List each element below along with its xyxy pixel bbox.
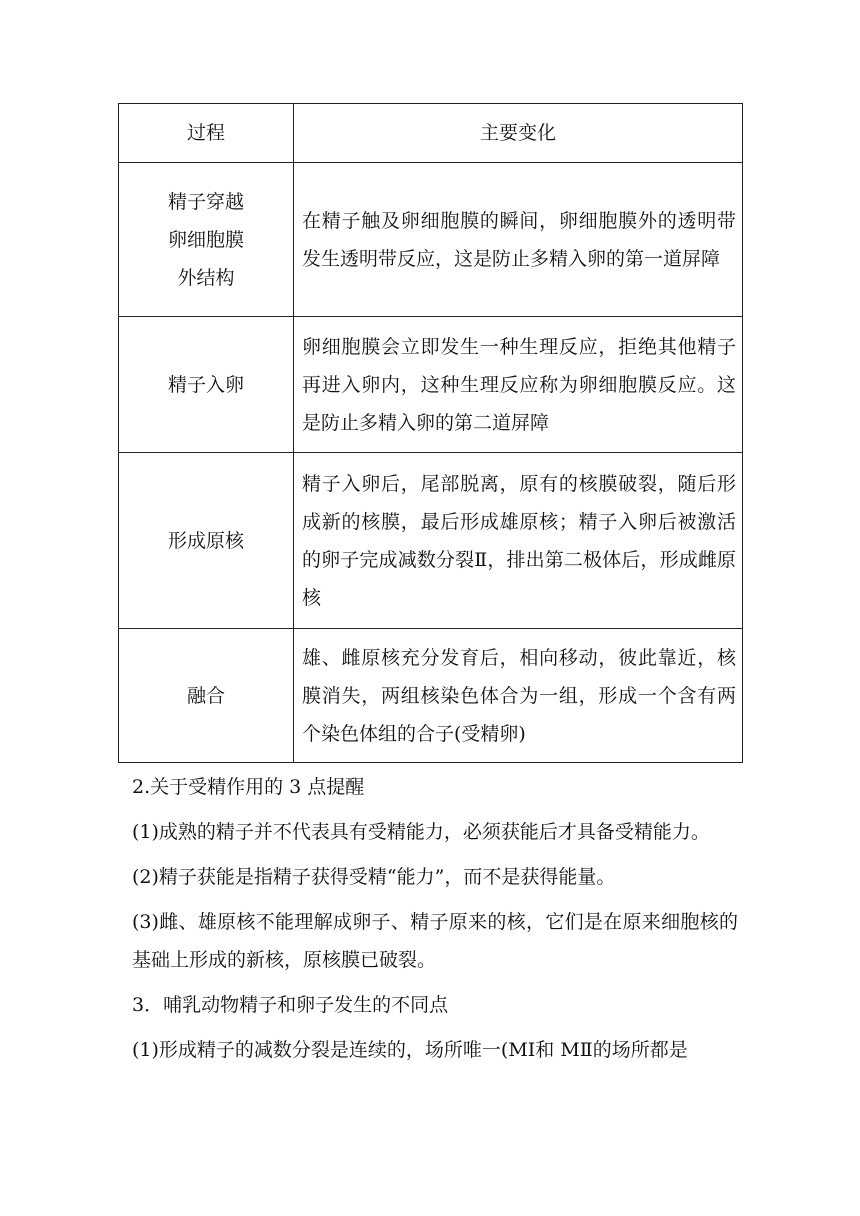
process-cell: 形成原核 <box>119 453 294 629</box>
table-row <box>119 629 743 763</box>
paragraph: (2)精子获能是指精子获得受精“能力”，而不是获得能量。 <box>132 866 616 888</box>
table-row <box>119 163 743 317</box>
change-cell: 卵细胞膜会立即发生一种生理反应，拒绝其他精子再进入卵内，这种生理反应称为卵细胞膜反应。这是防止多精入卵的第二道屏障 <box>294 317 743 453</box>
table-header-row <box>119 104 743 163</box>
header-main-change: 主要变化 <box>294 104 743 163</box>
process-cell: 精子入卵 <box>119 317 294 453</box>
table-row <box>119 317 743 453</box>
process-cell <box>119 163 294 317</box>
change-cell: 雄、雌原核充分发育后，相向移动，彼此靠近，核膜消失，两组核染色体合为一组，形成一个含有两个染色体组的合子(受精卵) <box>294 629 743 763</box>
paragraph: (1)成熟的精子并不代表具有受精能力，必须获能后才具备受精能力。 <box>132 821 710 843</box>
process-line: 精子穿越 <box>167 190 244 213</box>
notes-section <box>132 768 738 1076</box>
paragraph: (3)雌、雄原核不能理解成卵子、精子原来的核，它们是在原来细胞核的基础上形成的新核，原核膜已破裂。 <box>132 911 738 971</box>
process-line: 卵细胞膜 <box>167 228 244 251</box>
table-row <box>119 453 743 629</box>
header-process: 过程 <box>119 104 294 163</box>
paragraph: (1)形成精子的减数分裂是连续的，场所唯一(MⅠ和 MⅡ的场所都是 <box>132 1039 688 1061</box>
process-cell: 融合 <box>119 629 294 763</box>
process-line: 外结构 <box>177 266 235 289</box>
change-cell: 在精子触及卵细胞膜的瞬间，卵细胞膜外的透明带发生透明带反应，这是防止多精入卵的第一道屏障 <box>294 163 743 317</box>
fertilization-process-table <box>118 103 743 763</box>
section-heading: 3．哺乳动物精子和卵子发生的不同点 <box>132 994 449 1016</box>
section-heading: 2.关于受精作用的 3 点提醒 <box>132 776 365 798</box>
change-cell: 精子入卵后，尾部脱离，原有的核膜破裂，随后形成新的核膜，最后形成雄原核；精子入卵后被激活的卵子完成减数分裂Ⅱ，排出第二极体后，形成雌原核 <box>294 453 743 629</box>
